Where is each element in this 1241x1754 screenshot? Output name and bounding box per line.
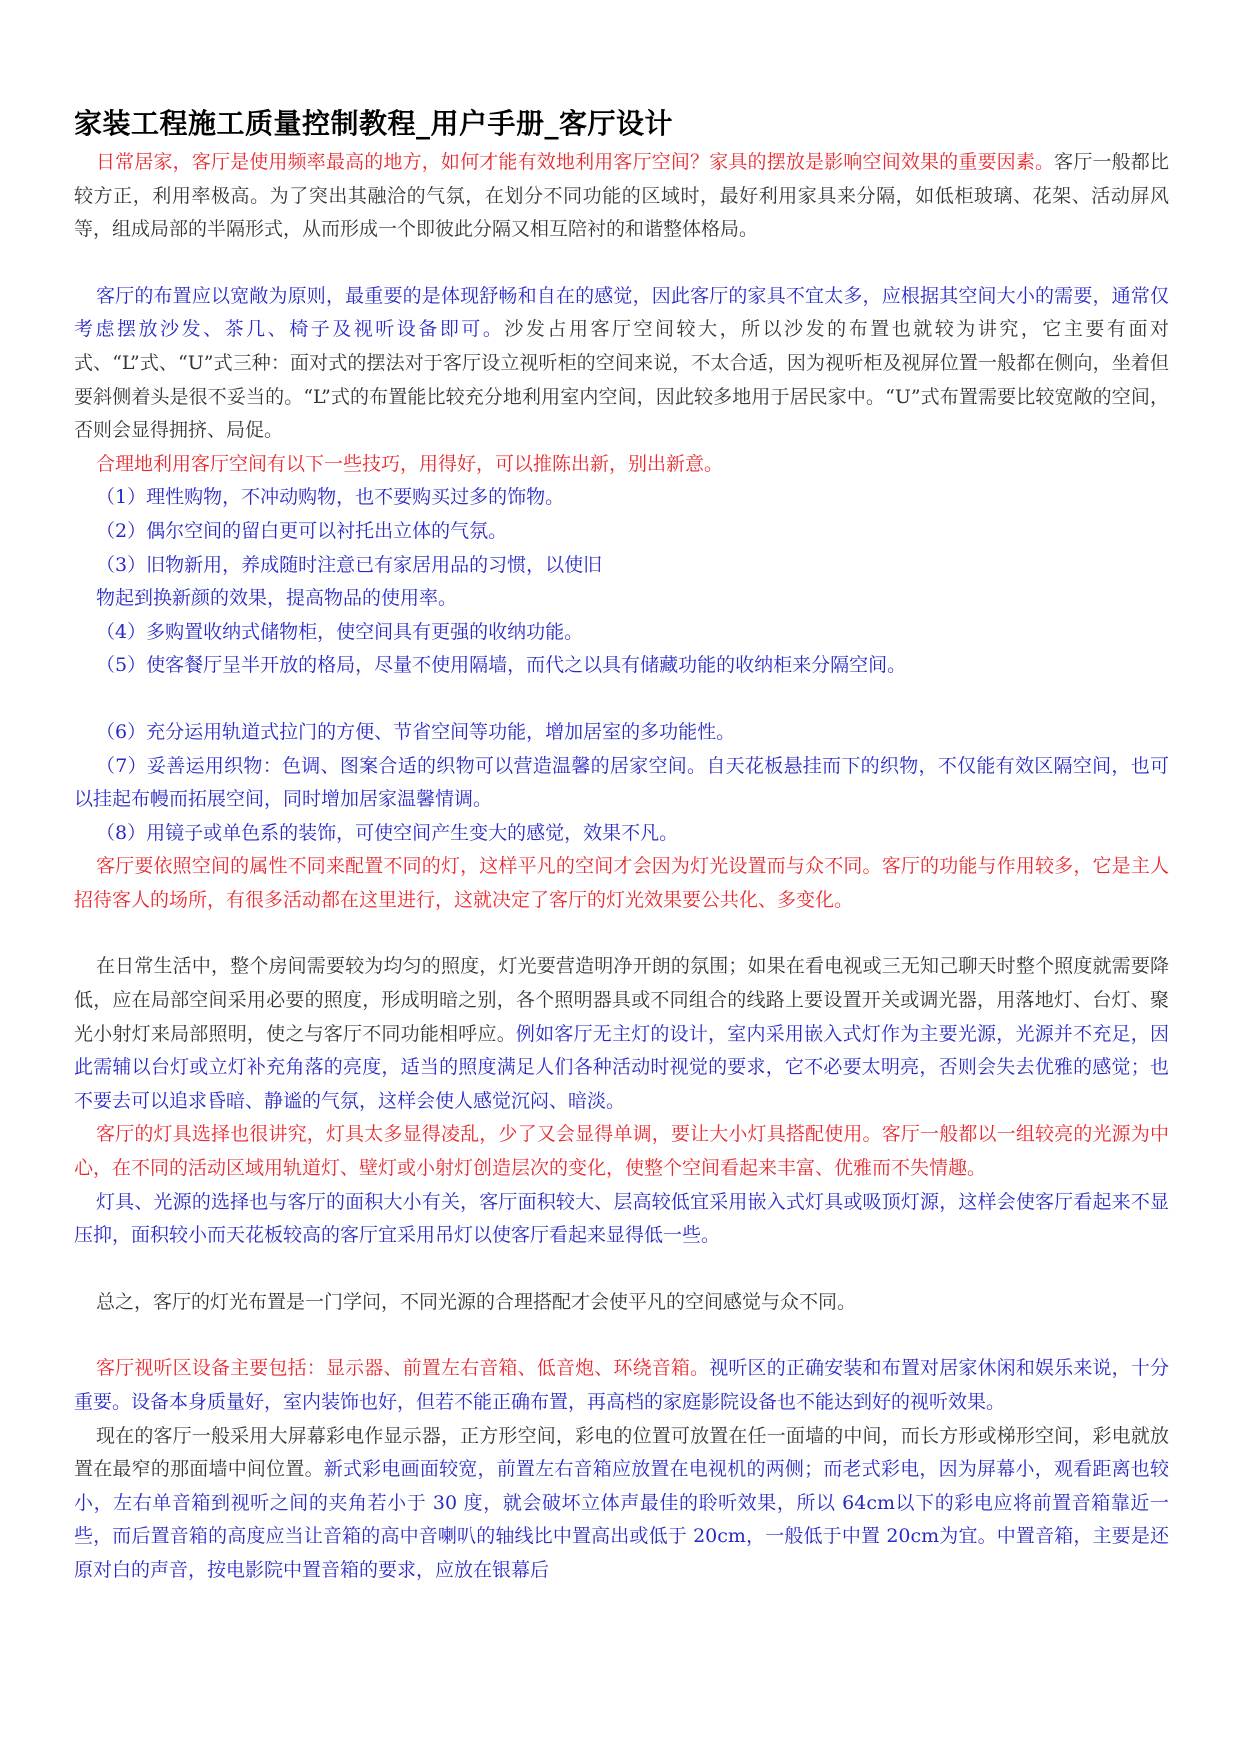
page-title: 家装工程施工质量控制教程_用户手册_客厅设计 [74,107,674,140]
tip-item-continuation: 物起到换新颜的效果，提高物品的使用率。 [96,587,458,610]
paragraph-gap [74,917,1169,950]
paragraph-summary: 总之，客厅的灯光布置是一门学问，不同光源的合理搭配才会使平凡的空间感觉与众不同。 [96,1290,857,1313]
tv-placement-text: 现在的客厅一般采用大屏幕彩电作显示器，正方形空间，彩电的位置可放置在任一面墙的中间，而长方形或梯形空间，彩电就放置在最窄的那面墙中间位置。 [74,1424,1169,1481]
paragraph-tips-intro: 合理地利用客厅空间有以下一些技巧，用得好，可以推陈出新，别出新意。 [96,452,724,475]
paragraph-gap [74,247,1169,280]
av-highlight: 客厅视听区设备主要包括：显示器、前置左右音箱、低音炮、环绕音箱。 [96,1357,710,1380]
tv-placement-highlight: 新式彩电画面较宽，前置左右音箱应放置在电视机的两侧；而老式彩电，因为屏幕小，观看距离也较小，左右单音箱到视听之间的夹角若小于 30 度，就会破坏立体声最佳的聆听效果，所以 64cm以下的彩电应将前置音箱靠近一些，而后置音箱的高度应当让音箱的高中音喇叭的轴线比中置高出或低于 20cm，一般低于中置 20cm为宜。中置音箱，主要是还原对白的声音，按电影院中置音箱的要求，应放在银幕后 [74,1458,1169,1581]
paragraph-lighting: 客厅要依照空间的属性不同来配置不同的灯，这样平凡的空间才会因为灯光设置而与众不同。客厅的功能与作用较多，它是主人招待客人的场所，有很多活动都在这里进行，这就决定了客厅的灯光效果要公共化、多变化。 [74,855,1169,911]
layout-text: 沙发占用客厅空间较大，所以沙发的布置也就较为讲究，它主要有面对式、“L”式、“U”式三种：面对式的摆法对于客厅设立视听柜的空间来说，不太合适，因为视听柜及视屏位置一般都在侧向，坐着但要斜侧着头是很不妥当的。“L”式的布置能比较充分地利用室内空间，因此较多地用于居民家中。“U”式布置需要比较宽敞的空间，否则会显得拥挤、局促。 [74,318,1169,442]
tip-item: （6）充分运用轨道式拉门的方便、节省空间等功能，增加居室的多功能性。 [96,720,736,743]
tip-item: （2）偶尔空间的留白更可以衬托出立体的气氛。 [96,519,508,542]
document-page [74,104,1169,1588]
av-text: 视听区的正确安装和布置对居家休闲和娱乐来说，十分重要。设备本身质量好，室内装饰也好，但若不能正确布置，再高档的家庭影院设备也不能达到好的视听效果。 [74,1357,1169,1413]
intro-text: 客厅一般都比较方正，利用率极高。为了突出其融洽的气氛，在划分不同功能的区域时，最好利用家具来分隔，如低柜玻璃、花架、活动屏风等，组成局部的半隔形式，从而形成一个即彼此分隔又相互陪衬的和谐整体格局。 [74,151,1169,241]
paragraph-intro [74,146,1169,247]
paragraph-gap [74,683,1169,716]
layout-highlight: 客厅的布置应以宽敞为原则，最重要的是体现舒畅和自在的感觉，因此客厅的家具不宜太多，应根据其空间大小的需要，通常仅考虑摆放沙发、茶几、椅子及视听设备即可。 [74,284,1169,341]
paragraph-lamp-choice: 客厅的灯具选择也很讲究，灯具太多显得凌乱，少了又会显得单调，要让大小灯具搭配使用。客厅一般都以一组较亮的光源为中心，在不同的活动区域用轨道灯、壁灯或小射灯创造层次的变化，使整个空间看起来丰富、优雅而不失情趣。 [74,1123,1169,1180]
tip-item: （4）多购置收纳式储物柜，使空间具有更强的收纳功能。 [96,620,584,643]
paragraph-tv-placement [74,1420,1169,1588]
tip-item: （1）理性购物，不冲动购物，也不要购买过多的饰物。 [96,486,565,509]
tip-item: （7）妥善运用织物：色调、图案合适的织物可以营造温馨的居家空间。自天花板悬挂而下的织物，不仅能有效区隔空间，也可以挂起布幔而拓展空间，同时增加居家温馨情调。 [74,754,1169,811]
intro-highlight: 日常居家，客厅是使用频率最高的地方，如何才能有效地利用客厅空间？家具的摆放是影响空间效果的重要因素。 [96,151,1055,173]
paragraph-layout [74,280,1169,448]
tip-item: （3）旧物新用，养成随时注意已有家居用品的习惯，以使旧 [96,553,603,576]
paragraph-gap [74,1319,1169,1352]
tip-item: （5）使客餐厅呈半开放的格局，尽量不使用隔墙，而代之以具有储藏功能的收纳柜来分隔空间。 [96,654,907,677]
tip-item: （8）用镜子或单色系的装饰，可使空间产生变大的感觉，效果不凡。 [96,821,679,844]
daily-lighting-text: 在日常生活中，整个房间需要较为均匀的照度，灯光要营造明净开朗的氛围；如果在看电视或三无知己聊天时整个照度就需要降低，应在局部空间采用必要的照度，形成明暗之别，各个照明器具或不同组合的线路上要设置开关或调光器，用落地灯、台灯、聚光小射灯来局部照明，使之与客厅不同功能相呼应。 [74,955,1169,1045]
daily-lighting-highlight: 例如客厅无主灯的设计，室内采用嵌入式灯作为主要光源，光源并不充足，因此需辅以台灯或立灯补充角落的亮度，适当的照度满足人们各种活动时视觉的要求，它不必要太明亮，否则会失去优雅的感觉；也不要去可以追求昏暗、静谧的气氛，这样会使人感觉沉闷、暗淡。 [74,1022,1169,1112]
paragraph-lamp-area: 灯具、光源的选择也与客厅的面积大小有关，客厅面积较大、层高较低宜采用嵌入式灯具或吸顶灯源，这样会使客厅看起来不显压抑，面积较小而天花板较高的客厅宜采用吊灯以使客厅看起来显得低一些。 [74,1190,1169,1247]
paragraph-gap [74,1253,1169,1286]
paragraph-daily-lighting [74,950,1169,1118]
paragraph-av-equipment [74,1352,1169,1419]
